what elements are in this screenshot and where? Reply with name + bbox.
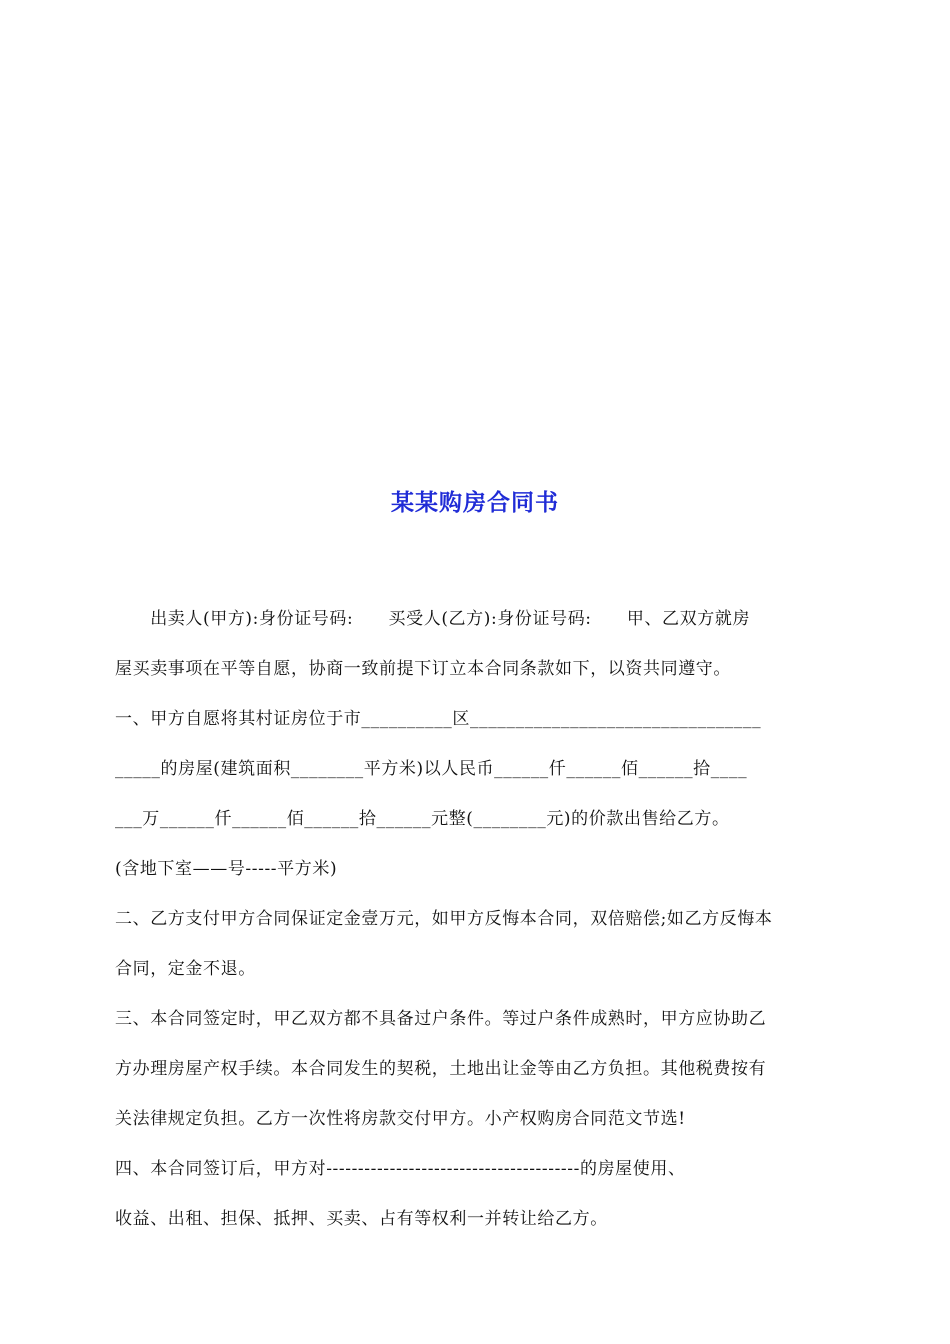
paragraph-line-1: 出卖人(甲方):身份证号码: 买受人(乙方):身份证号码: 甲、乙双方就房 [115,609,751,629]
clause-2-line-1: 二、乙方支付甲方合同保证定金壹万元，如甲方反悔本合同，双倍赔偿;如乙方反悔本 [115,909,773,929]
clause-2-line-2: 合同，定金不退。 [115,959,256,979]
clause-1-line-4: (含地下室——号-----平方米) [115,859,338,879]
paragraph-line-2: 屋买卖事项在平等自愿，协商一致前提下订立本合同条款如下，以资共同遵守。 [115,659,731,679]
clause-1-line-2: _____的房屋(建筑面积________平方米)以人民币______仟______佰______拾____ [115,759,748,779]
clause-3-line-3: 关法律规定负担。乙方一次性将房款交付甲方。小产权购房合同范文节选! [115,1109,686,1129]
clause-3-line-1: 三、本合同签定时，甲乙双方都不具备过户条件。等过户条件成熟时，甲方应协助乙 [115,1009,767,1029]
clause-4-line-2: 收益、出租、担保、抵押、买卖、占有等权利一并转让给乙方。 [115,1209,608,1229]
document-title: 某某购房合同书 [391,489,559,516]
clause-3-line-2: 方办理房屋产权手续。本合同发生的契税，土地出让金等由乙方负担。其他税费按有 [115,1059,767,1079]
clause-4-line-1: 四、本合同签订后，甲方对----------------------------------------的房屋使用、 [115,1159,686,1179]
clause-1-line-3: ___万______仟______佰______拾______元整(________元)的价款出售给乙方。 [115,809,730,829]
clause-1-line-1: 一、甲方自愿将其村证房位于市__________区________________________________ [115,709,762,729]
